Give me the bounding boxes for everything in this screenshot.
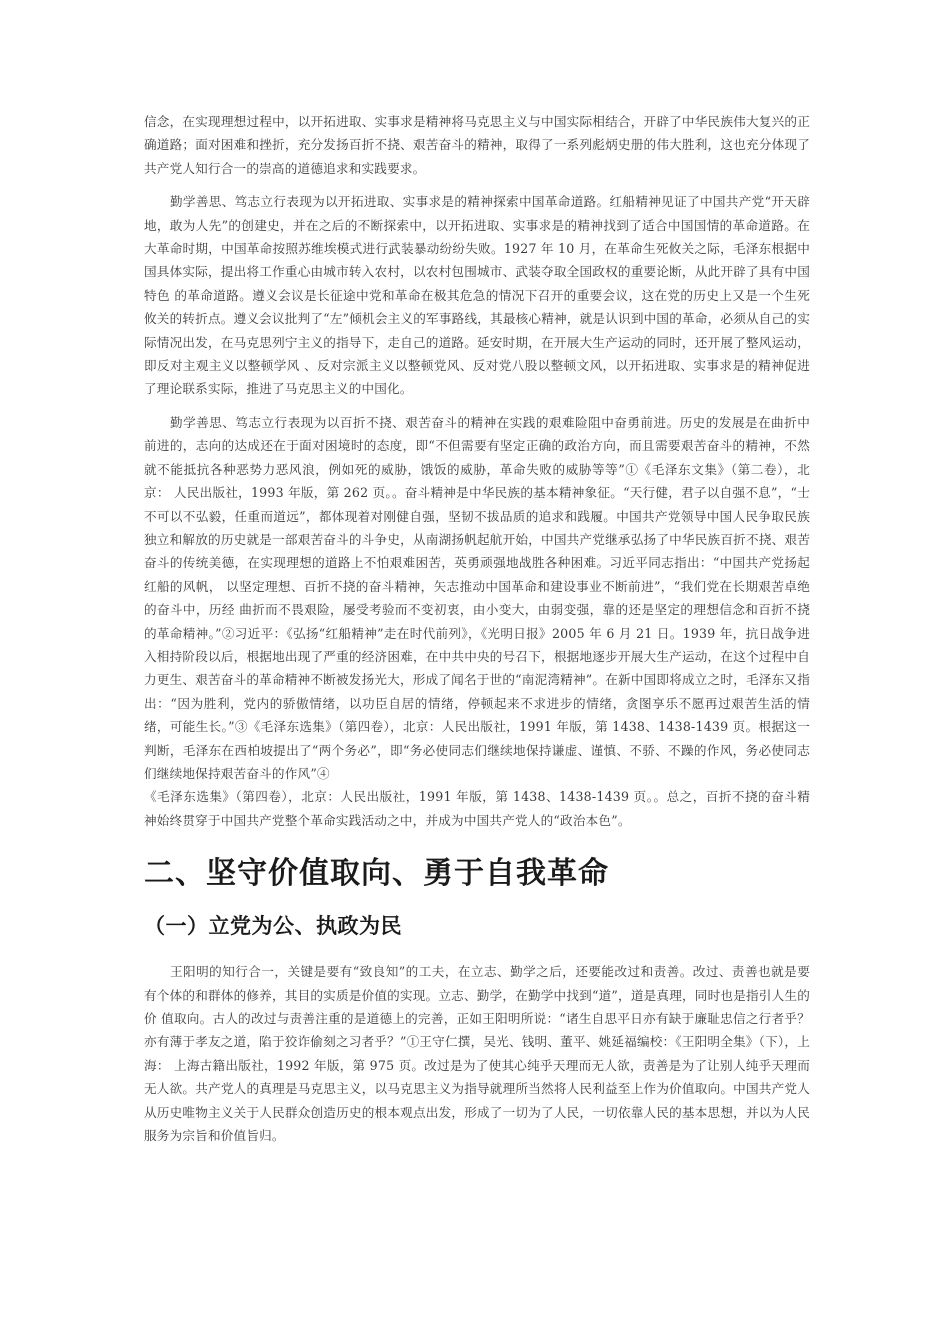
section-heading: 二、坚守价值取向、勇于自我革命: [144, 856, 609, 892]
paragraph-continuation: 信念，在实现理想过程中，以开拓进取、实事求是精神将马克思主义与中国实际相结合，开辟了中华民族伟大复兴的正确道路；面对困难和挫折，充分发扬百折不挠、艰苦奋斗的精神，取得了一系列彪炳史册的伟大胜利，这也充分体现了共产党人知行合一的崇高的道德追求和实践要求。: [144, 114, 810, 176]
page-content: [144, 110, 810, 1147]
paragraph-perseverance: 勤学善思、笃志立行表现为以百折不挠、艰苦奋斗的精神在实践的艰难险阻中奋勇前进。历史的发展是在曲折中 前进的，志向的达成还在于面对困境时的态度，即“不但需要有坚定正确的政治方向，而且需要艰苦奋斗的精神，不然就不能抵抗各种恶势力恶风浪，例如死的威胁，饿饭的威胁，革命失败的威胁等等”①《毛泽东文集》（第二卷），北京： 人民出版社，1993 年版，第 262 页。。奋斗精神是中华民族的基本精神象征。“天行健，君子以自强不息”，“士不可以不弘毅，任重而道远”，都体现着对刚健自强，坚韧不拔品质的追求和践履。中国共产党领导中国人民争取民族独立和解放的历史就是一部艰苦奋斗的斗争史，从南湖扬帆起航开始，中国共产党继承弘扬了中华民族百折不挠、艰苦奋斗的传统美德，在实现理想的道路上不怕艰难困苦，英勇顽强地战胜各种困难。习近平同志指出：“中国共产党扬起红船的风帆， 以坚定理想、百折不挠的奋斗精神，矢志推动中国革命和建设事业不断前进”，“我们党在长期艰苦卓绝的奋斗中，历经 曲折而不畏艰险，屡受考验而不变初衷，由小变大，由弱变强，靠的还是坚定的理想信念和百折不挠的革命精神。”②习近平：《弘扬“红船精神”走在时代前列》，《光明日报》2005 年 6 月 21 日。1939 年，抗日战争进入相持阶段以后，根据地出现了严重的经济困难，在中共中央的号召下，根据地逐步开展大生产运动，在这个过程中自力更生、艰苦奋斗的革命精神不断被发扬光大，形成了闻名于世的“南泥湾精神”。在新中国即将成立之时，毛泽东又指出：“因为胜利，党内的骄傲情绪，以功臣自居的情绪，停顿起来不求进步的情绪，贪图享乐不愿再过艰苦生活的情绪，可能生长。”③《毛泽东选集》（第四卷），北京：人民出版社，1991 年版，第 1438、1438-1439 页。根据这一判断，毛泽东在西柏坡提出了“两个务必”，即“务必使同志们继续地保持谦虚、谨慎、不骄、不躁的作风，务必使同志们继续地保持艰苦奋斗的作风”④: [144, 414, 810, 781]
paragraph-wang-yangming: 王阳明的知行合一，关键是要有“致良知”的工夫，在立志、勤学之后，还要能改过和责善。改过、责善也就是要有个体的和群体的修养，其目的实质是价值的实现。立志、勤学，在勤学中找到“道”，道是真理，同时也是指引人生的价 值取向。古人的改过与责善注重的是道德上的完善，正如王阳明所说：“诸生自思平日亦有缺于廉耻忠信之行者乎？亦有薄于孝友之道，陷于狡诈偷刻之习者乎？”①王守仁撰，吴光、钱明、董平、姚延福编校：《王阳明全集》（下），上海： 上海古籍出版社，1992 年版，第 975 页。改过是为了使其心纯乎天理而无人欲，责善是为了让别人纯乎天理而无人欲。共产党人的真理是马克思主义，以马克思主义为指导就理所当然将人民利益至上作为价值取向。中国共产党人从历史唯物主义关于人民群众创造历史的根本观点出发，形成了一切为了人民，一切依靠人民的基本思想，并以为人民服务为宗旨和价值旨归。: [144, 964, 810, 1144]
paragraph-footnote-continuation: 《毛泽东选集》（第四卷），北京：人民出版社，1991 年版，第 1438、1438-1439 页。。总之，百折不挠的奋斗精神始终贯穿于中国共产党整个革命实践活动之中，并成为中国共产党人的“政治本色”。: [144, 789, 810, 828]
paragraph-revolutionary-path: 勤学善思、笃志立行表现为以开拓进取、实事求是的精神探索中国革命道路。红船精神见证了中国共产党“开天辟地，敢为人先”的创建史，并在之后的不断探索中，以开拓进取、实事求是的精神找到了适合中国国情的革命道路。在大革命时期，中国革命按照苏维埃模式进行武装暴动纷纷失败。1927 年 10 月，在革命生死攸关之际，毛泽东根据中国具体实际，提出将工作重心由城市转入农村，以农村包围城市、武装夺取全国政权的重要论断，从此开辟了具有中国特色 的革命道路。遵义会议是长征途中党和革命在极其危急的情况下召开的重要会议，这在党的历史上又是一个生死攸关的转折点。遵义会议批判了“左”倾机会主义的军事路线，其最核心精神，就是认识到中国的革命，必须从自己的实际情况出发，在马克思列宁主义的指导下，走自己的道路。延安时期，在开展大生产运动的同时，还开展了整风运动，即反对主观主义以整顿学风 、反对宗派主义以整顿党风、反对党八股以整顿文风，以开拓进取、实事求是的精神促进了理论联系实际，推进了马克思主义的中国化。: [144, 194, 810, 397]
subsection-heading: （一）立党为公、执政为民: [144, 914, 402, 939]
